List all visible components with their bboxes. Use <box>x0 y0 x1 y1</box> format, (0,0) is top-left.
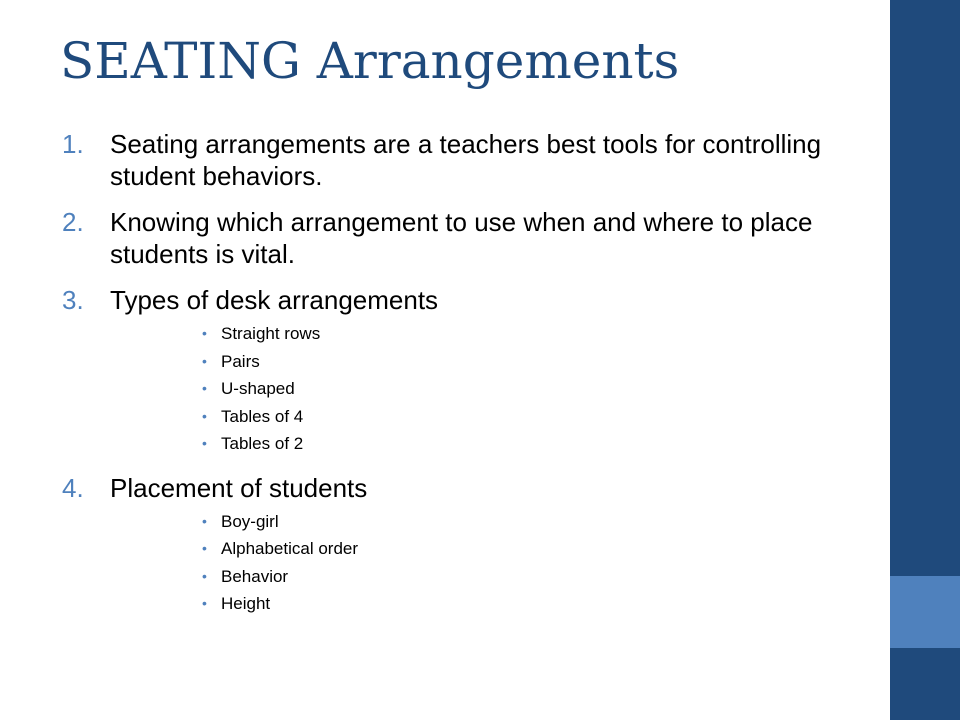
bullet-dot-icon: • <box>202 595 207 611</box>
list-item-text: Placement of students <box>110 472 368 503</box>
sub-list-item-text: Height <box>221 594 271 613</box>
sub-list-item <box>202 508 900 536</box>
list-item-3 <box>62 284 900 316</box>
desk-arrangement-list <box>62 320 900 458</box>
list-number: 2. <box>62 207 84 237</box>
list-item-text: Seating arrangements are a teachers best tools for controlling student behaviors. <box>110 129 822 191</box>
sub-list-item-text: Tables of 4 <box>221 406 304 426</box>
bullet-dot-icon: • <box>202 540 207 556</box>
sub-list-item <box>202 590 900 618</box>
bullet-dot-icon: • <box>202 407 207 424</box>
sub-list-item-text: Tables of 2 <box>221 434 304 453</box>
sub-list-item-text: U-shaped <box>221 379 295 398</box>
sub-list-item <box>202 430 900 458</box>
list-item-4 <box>62 472 900 504</box>
bullet-dot-icon: • <box>202 352 207 369</box>
sub-list-item <box>202 348 900 376</box>
student-placement-list <box>62 508 900 618</box>
sub-list-item-text: Straight rows <box>221 324 321 343</box>
list-number: 3. <box>62 285 84 315</box>
sub-list-item-text: Alphabetical order <box>221 539 359 558</box>
list-number: 1. <box>62 129 84 159</box>
list-item-2 <box>62 206 900 270</box>
sub-list-item <box>202 320 900 348</box>
sub-list-item-text: Pairs <box>221 351 260 371</box>
bullet-dot-icon: • <box>202 380 207 396</box>
list-number: 4. <box>62 472 84 503</box>
slide-content <box>62 128 900 632</box>
list-item-text: Knowing which arrangement to use when and where to place students is vital. <box>110 207 813 269</box>
list-item-1 <box>62 128 900 192</box>
sub-list-item <box>202 535 900 563</box>
list-item-text: Types of desk arrangements <box>110 285 439 315</box>
bullet-dot-icon: • <box>202 435 207 451</box>
sub-list-item-text: Boy-girl <box>221 511 279 531</box>
bullet-dot-icon: • <box>202 567 207 584</box>
sub-list-item <box>202 403 900 431</box>
bullet-dot-icon: • <box>202 325 207 341</box>
side-bar-accent <box>890 576 960 648</box>
bullet-dot-icon: • <box>202 512 207 529</box>
sub-list-item <box>202 563 900 591</box>
slide-title: SEATING Arrangements <box>60 32 680 90</box>
sub-list-item <box>202 375 900 403</box>
sub-list-item-text: Behavior <box>221 566 289 586</box>
